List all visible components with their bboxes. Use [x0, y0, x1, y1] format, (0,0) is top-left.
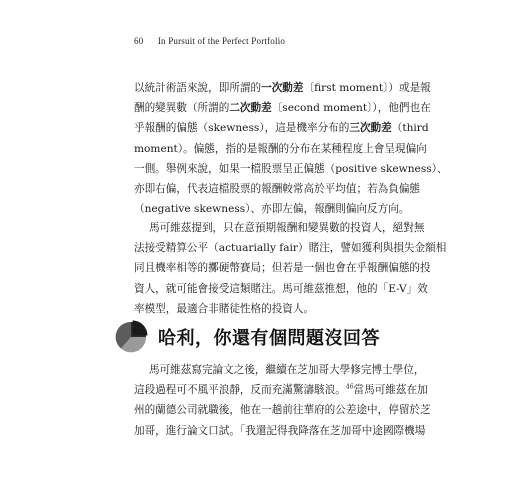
text-run: 當馬可維茲在加	[353, 384, 428, 397]
text-line	[134, 98, 431, 118]
text-line: 法接受精算公平（actuarially fair）賭注，譬如獲利與損失金額相	[134, 242, 447, 255]
text-line: moment）。偏態，指的是報酬的分布在某種程度上會呈現偏向	[134, 142, 427, 155]
running-header	[134, 36, 285, 46]
text-line: 亦即右偏，代表這檔股票的報酬較常高於平均值；若為負偏態	[134, 183, 421, 196]
text-run: 〔second moment〕），他們也在	[271, 102, 431, 115]
text-line: 資人，就可能會接受這類賭注。馬可維茲推想，他的「E-V」效	[134, 282, 428, 295]
term-second-moment: 二次動差	[229, 102, 272, 115]
section-heading	[114, 319, 380, 355]
text-run: 乎報酬的偏態（skewness），這是機率分布的	[134, 122, 350, 135]
page-number: 60	[134, 36, 144, 46]
text-line	[134, 380, 428, 400]
section-title: 哈利，你還有個問題沒回答	[158, 328, 380, 349]
text-line: 同且機率相等的擲硬幣賽局；但若是一個也會在乎報酬偏態的投	[134, 262, 431, 275]
paragraph-ev-model	[134, 218, 447, 319]
footnote-ref: 46	[345, 383, 354, 391]
text-line: 馬可維茲寫完論文之後，繼續在芝加哥大學修完博士學位，	[149, 364, 425, 376]
text-line: （negative skewness）、亦即左偏，報酬則偏向反方向。	[134, 203, 410, 216]
book-title: In Pursuit of the Perfect Portfolio	[157, 36, 286, 46]
text-line: 一側。舉例來說，如果一檔股票呈正偏態（positive skewness）、	[134, 162, 448, 175]
text-run: 這段過程可不風平浪靜，反而充滿驚濤駭浪。	[134, 384, 346, 397]
paragraph-moments	[134, 78, 448, 219]
text-line	[134, 78, 431, 98]
text-run: 酬的變異數（所謂的	[134, 102, 230, 115]
pie-chart-icon	[114, 320, 148, 354]
text-run: 〔first moment〕）或是報	[303, 82, 431, 94]
text-line: 加哥，進行論文口試。「我還記得我降落在芝加哥中途國際機場	[134, 424, 426, 437]
text-run: （third	[391, 122, 429, 135]
text-line: 率模型，最適合非賭徒性格的投資人。	[134, 302, 315, 315]
term-third-moment: 三次動差	[349, 122, 392, 135]
text-run: 以統計術語來說，即所謂的	[134, 82, 262, 94]
paragraph-dissertation	[134, 360, 431, 441]
term-first-moment: 一次動差	[261, 82, 304, 94]
text-line: 馬可維茲提到，只在意預期報酬和變異數的投資人，絕對無	[149, 222, 425, 234]
text-line: 州的蘭德公司就職後，他在一趟前往華府的公差途中，停留於芝	[134, 404, 431, 417]
text-line	[134, 118, 429, 138]
